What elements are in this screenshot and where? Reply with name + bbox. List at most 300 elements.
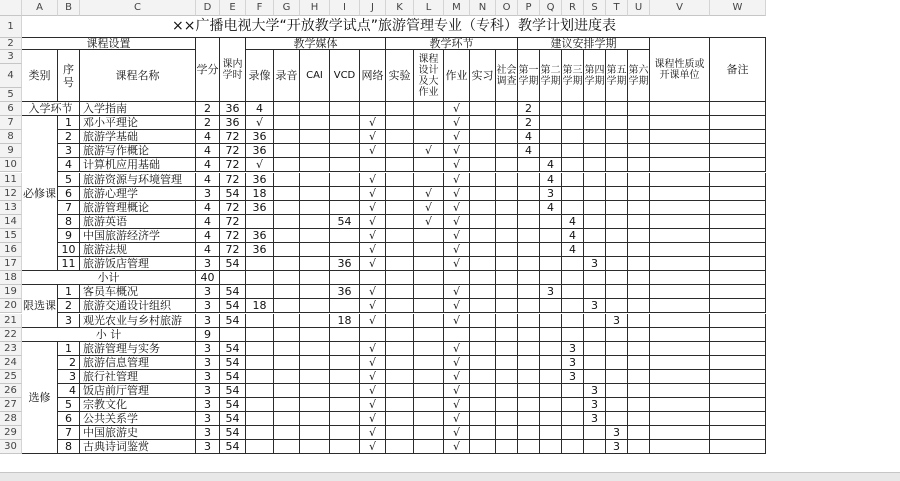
- term2-cell[interactable]: [540, 215, 562, 229]
- remark-cell[interactable]: [710, 144, 766, 158]
- seq-cell[interactable]: 5: [58, 398, 80, 412]
- audio-cell[interactable]: [274, 370, 300, 384]
- video-cell[interactable]: [246, 384, 274, 398]
- network-cell[interactable]: √: [360, 314, 386, 328]
- network-cell[interactable]: √: [360, 144, 386, 158]
- network-cell[interactable]: √: [360, 299, 386, 313]
- vcd-cell[interactable]: [330, 299, 360, 313]
- video-cell[interactable]: 18: [246, 299, 274, 313]
- term4-cell[interactable]: [584, 229, 606, 243]
- video-cell[interactable]: [246, 314, 274, 328]
- group-limited[interactable]: 限选课: [22, 285, 58, 327]
- network-cell[interactable]: √: [360, 201, 386, 215]
- seq-cell[interactable]: 2: [58, 356, 80, 370]
- term2-cell[interactable]: 3: [540, 187, 562, 201]
- vcd-cell[interactable]: [330, 412, 360, 426]
- term6-cell[interactable]: [628, 356, 650, 370]
- practice-cell[interactable]: [470, 285, 496, 299]
- term5-cell[interactable]: [606, 257, 628, 271]
- vcd-cell[interactable]: [330, 102, 360, 116]
- term3-cell[interactable]: [562, 384, 584, 398]
- seq-cell[interactable]: 7: [58, 201, 80, 215]
- homework-cell[interactable]: √: [444, 257, 470, 271]
- video-cell[interactable]: 18: [246, 187, 274, 201]
- design-cell[interactable]: [414, 102, 444, 116]
- term4-cell[interactable]: [584, 328, 606, 342]
- nature-cell[interactable]: [650, 384, 710, 398]
- term2-cell[interactable]: [540, 271, 562, 285]
- survey-cell[interactable]: [496, 116, 518, 130]
- hours-cell[interactable]: 54: [220, 342, 246, 356]
- audio-cell[interactable]: [274, 201, 300, 215]
- term3-cell[interactable]: [562, 116, 584, 130]
- remark-cell[interactable]: [710, 215, 766, 229]
- term5-cell[interactable]: [606, 398, 628, 412]
- design-cell[interactable]: [414, 243, 444, 257]
- credit-cell[interactable]: 3: [196, 314, 220, 328]
- term4-cell[interactable]: [584, 158, 606, 172]
- remark-cell[interactable]: [710, 328, 766, 342]
- survey-cell[interactable]: [496, 173, 518, 187]
- term4-cell[interactable]: 3: [584, 412, 606, 426]
- practice-cell[interactable]: [470, 144, 496, 158]
- audio-cell[interactable]: [274, 257, 300, 271]
- video-cell[interactable]: 4: [246, 102, 274, 116]
- term1-cell[interactable]: [518, 356, 540, 370]
- course-name-cell[interactable]: 客员车概况: [80, 285, 196, 299]
- audio-cell[interactable]: [274, 342, 300, 356]
- credit-cell[interactable]: 3: [196, 440, 220, 454]
- survey-cell[interactable]: [496, 271, 518, 285]
- term1-cell[interactable]: [518, 158, 540, 172]
- video-cell[interactable]: [246, 285, 274, 299]
- video-cell[interactable]: [246, 356, 274, 370]
- term1-cell[interactable]: [518, 271, 540, 285]
- remark-cell[interactable]: [710, 158, 766, 172]
- credit-cell[interactable]: 9: [196, 328, 220, 342]
- vcd-cell[interactable]: [330, 370, 360, 384]
- column-header-E[interactable]: E: [220, 0, 246, 16]
- cai-cell[interactable]: [300, 440, 330, 454]
- term3-cell[interactable]: [562, 328, 584, 342]
- vcd-cell[interactable]: [330, 328, 360, 342]
- remark-cell[interactable]: [710, 299, 766, 313]
- homework-cell[interactable]: √: [444, 173, 470, 187]
- vcd-cell[interactable]: [330, 144, 360, 158]
- row-header-14[interactable]: 14: [0, 215, 22, 229]
- header-nature[interactable]: 课程性质或开课单位: [650, 38, 710, 102]
- row-header-27[interactable]: 27: [0, 398, 22, 412]
- term4-cell[interactable]: [584, 285, 606, 299]
- term2-cell[interactable]: 4: [540, 201, 562, 215]
- column-header-W[interactable]: W: [710, 0, 766, 16]
- nature-cell[interactable]: [650, 426, 710, 440]
- term2-cell[interactable]: [540, 130, 562, 144]
- row-header-9[interactable]: 9: [0, 144, 22, 158]
- row-header-23[interactable]: 23: [0, 342, 22, 356]
- audio-cell[interactable]: [274, 187, 300, 201]
- homework-cell[interactable]: [444, 328, 470, 342]
- term4-cell[interactable]: [584, 342, 606, 356]
- term3-cell[interactable]: [562, 130, 584, 144]
- term6-cell[interactable]: [628, 243, 650, 257]
- term2-cell[interactable]: [540, 243, 562, 257]
- term5-cell[interactable]: [606, 370, 628, 384]
- term3-cell[interactable]: [562, 440, 584, 454]
- term2-cell[interactable]: [540, 299, 562, 313]
- header-practice[interactable]: 实习: [470, 50, 496, 102]
- remark-cell[interactable]: [710, 130, 766, 144]
- design-cell[interactable]: [414, 285, 444, 299]
- seq-cell[interactable]: 11: [58, 257, 80, 271]
- seq-cell[interactable]: 4: [58, 384, 80, 398]
- experiment-cell[interactable]: [386, 384, 414, 398]
- nature-cell[interactable]: [650, 271, 710, 285]
- network-cell[interactable]: √: [360, 187, 386, 201]
- survey-cell[interactable]: [496, 187, 518, 201]
- nature-cell[interactable]: [650, 144, 710, 158]
- nature-cell[interactable]: [650, 412, 710, 426]
- nature-cell[interactable]: [650, 398, 710, 412]
- nature-cell[interactable]: [650, 299, 710, 313]
- header-hours[interactable]: 课内学时: [220, 38, 246, 102]
- column-header-G[interactable]: G: [274, 0, 300, 16]
- audio-cell[interactable]: [274, 398, 300, 412]
- row-header-2[interactable]: 2: [0, 38, 22, 50]
- column-header-J[interactable]: J: [360, 0, 386, 16]
- row-header-12[interactable]: 12: [0, 187, 22, 201]
- network-cell[interactable]: √: [360, 257, 386, 271]
- audio-cell[interactable]: [274, 158, 300, 172]
- credit-cell[interactable]: 3: [196, 356, 220, 370]
- term5-cell[interactable]: [606, 299, 628, 313]
- course-name-cell[interactable]: 古典诗词鉴赏: [80, 440, 196, 454]
- cai-cell[interactable]: [300, 144, 330, 158]
- header-vcd[interactable]: VCD: [330, 50, 360, 102]
- term4-cell[interactable]: [584, 144, 606, 158]
- hours-cell[interactable]: 72: [220, 144, 246, 158]
- seq-cell[interactable]: 10: [58, 243, 80, 257]
- design-cell[interactable]: [414, 370, 444, 384]
- video-cell[interactable]: [246, 215, 274, 229]
- experiment-cell[interactable]: [386, 426, 414, 440]
- term6-cell[interactable]: [628, 116, 650, 130]
- term1-cell[interactable]: [518, 426, 540, 440]
- homework-cell[interactable]: √: [444, 384, 470, 398]
- video-cell[interactable]: [246, 271, 274, 285]
- credit-cell[interactable]: 3: [196, 370, 220, 384]
- term1-cell[interactable]: [518, 370, 540, 384]
- hours-cell[interactable]: 54: [220, 356, 246, 370]
- header-course-setting[interactable]: 课程设置: [22, 38, 196, 50]
- vcd-cell[interactable]: 54: [330, 215, 360, 229]
- term5-cell[interactable]: [606, 356, 628, 370]
- design-cell[interactable]: [414, 412, 444, 426]
- video-cell[interactable]: 36: [246, 243, 274, 257]
- practice-cell[interactable]: [470, 356, 496, 370]
- row-header-4[interactable]: 4: [0, 64, 22, 88]
- audio-cell[interactable]: [274, 440, 300, 454]
- term2-cell[interactable]: [540, 356, 562, 370]
- column-header-B[interactable]: B: [58, 0, 80, 16]
- vcd-cell[interactable]: [330, 187, 360, 201]
- course-name-cell[interactable]: 旅游英语: [80, 215, 196, 229]
- practice-cell[interactable]: [470, 426, 496, 440]
- row-header-13[interactable]: 13: [0, 201, 22, 215]
- video-cell[interactable]: [246, 426, 274, 440]
- column-header-H[interactable]: H: [300, 0, 330, 16]
- vcd-cell[interactable]: [330, 201, 360, 215]
- survey-cell[interactable]: [496, 243, 518, 257]
- hours-cell[interactable]: 72: [220, 158, 246, 172]
- nature-cell[interactable]: [650, 440, 710, 454]
- term2-cell[interactable]: [540, 116, 562, 130]
- header-survey[interactable]: 社会调查: [496, 50, 518, 102]
- nature-cell[interactable]: [650, 356, 710, 370]
- network-cell[interactable]: √: [360, 384, 386, 398]
- video-cell[interactable]: 36: [246, 173, 274, 187]
- video-cell[interactable]: 36: [246, 144, 274, 158]
- course-name-cell[interactable]: 旅游饭店管理: [80, 257, 196, 271]
- homework-cell[interactable]: √: [444, 285, 470, 299]
- video-cell[interactable]: [246, 440, 274, 454]
- term4-cell[interactable]: [584, 130, 606, 144]
- term1-cell[interactable]: [518, 314, 540, 328]
- nature-cell[interactable]: [650, 215, 710, 229]
- homework-cell[interactable]: √: [444, 215, 470, 229]
- course-name-cell[interactable]: 旅游资源与环境管理: [80, 173, 196, 187]
- term4-cell[interactable]: [584, 116, 606, 130]
- row-header-6[interactable]: 6: [0, 102, 22, 116]
- term3-cell[interactable]: 4: [562, 229, 584, 243]
- survey-cell[interactable]: [496, 426, 518, 440]
- course-name-cell[interactable]: 邓小平理论: [80, 116, 196, 130]
- remark-cell[interactable]: [710, 342, 766, 356]
- column-header-V[interactable]: V: [650, 0, 710, 16]
- vcd-cell[interactable]: [330, 116, 360, 130]
- term4-cell[interactable]: [584, 243, 606, 257]
- term1-cell[interactable]: [518, 173, 540, 187]
- experiment-cell[interactable]: [386, 102, 414, 116]
- audio-cell[interactable]: [274, 328, 300, 342]
- practice-cell[interactable]: [470, 173, 496, 187]
- term5-cell[interactable]: [606, 158, 628, 172]
- term4-cell[interactable]: 3: [584, 257, 606, 271]
- term4-cell[interactable]: 3: [584, 384, 606, 398]
- seq-cell[interactable]: 8: [58, 215, 80, 229]
- term5-cell[interactable]: [606, 285, 628, 299]
- hours-cell[interactable]: [220, 271, 246, 285]
- hours-cell[interactable]: 72: [220, 130, 246, 144]
- credit-cell[interactable]: 2: [196, 116, 220, 130]
- course-name-cell[interactable]: 旅游信息管理: [80, 356, 196, 370]
- nature-cell[interactable]: [650, 243, 710, 257]
- survey-cell[interactable]: [496, 130, 518, 144]
- term6-cell[interactable]: [628, 187, 650, 201]
- term6-cell[interactable]: [628, 201, 650, 215]
- credit-cell[interactable]: 3: [196, 384, 220, 398]
- course-name-cell[interactable]: 中国旅游经济学: [80, 229, 196, 243]
- practice-cell[interactable]: [470, 398, 496, 412]
- network-cell[interactable]: √: [360, 342, 386, 356]
- header-remark[interactable]: 备注: [710, 38, 766, 102]
- survey-cell[interactable]: [496, 102, 518, 116]
- audio-cell[interactable]: [274, 215, 300, 229]
- column-header-A[interactable]: A: [22, 0, 58, 16]
- row-header-3[interactable]: 3: [0, 50, 22, 64]
- term3-cell[interactable]: [562, 201, 584, 215]
- network-cell[interactable]: √: [360, 370, 386, 384]
- nature-cell[interactable]: [650, 116, 710, 130]
- hours-cell[interactable]: 72: [220, 215, 246, 229]
- nature-cell[interactable]: [650, 328, 710, 342]
- homework-cell[interactable]: √: [444, 201, 470, 215]
- practice-cell[interactable]: [470, 257, 496, 271]
- homework-cell[interactable]: √: [444, 187, 470, 201]
- network-cell[interactable]: √: [360, 412, 386, 426]
- survey-cell[interactable]: [496, 257, 518, 271]
- vcd-cell[interactable]: 36: [330, 257, 360, 271]
- experiment-cell[interactable]: [386, 173, 414, 187]
- term1-cell[interactable]: [518, 328, 540, 342]
- practice-cell[interactable]: [470, 299, 496, 313]
- term6-cell[interactable]: [628, 285, 650, 299]
- practice-cell[interactable]: [470, 102, 496, 116]
- design-cell[interactable]: [414, 173, 444, 187]
- hours-cell[interactable]: 54: [220, 370, 246, 384]
- credit-cell[interactable]: 3: [196, 342, 220, 356]
- header-credit[interactable]: 学分: [196, 38, 220, 102]
- experiment-cell[interactable]: [386, 116, 414, 130]
- term5-cell[interactable]: [606, 271, 628, 285]
- header-media[interactable]: 教学媒体: [246, 38, 386, 50]
- experiment-cell[interactable]: [386, 342, 414, 356]
- course-name-cell[interactable]: 观光农业与乡村旅游: [80, 314, 196, 328]
- term3-cell[interactable]: [562, 257, 584, 271]
- practice-cell[interactable]: [470, 328, 496, 342]
- term1-cell[interactable]: 4: [518, 144, 540, 158]
- vcd-cell[interactable]: [330, 243, 360, 257]
- term2-cell[interactable]: [540, 440, 562, 454]
- seq-cell[interactable]: 1: [58, 116, 80, 130]
- course-name-cell[interactable]: 旅游写作概论: [80, 144, 196, 158]
- column-header-C[interactable]: C: [80, 0, 196, 16]
- term3-cell[interactable]: 3: [562, 342, 584, 356]
- row-header-17[interactable]: 17: [0, 257, 22, 271]
- seq-cell[interactable]: 5: [58, 173, 80, 187]
- row-header-29[interactable]: 29: [0, 426, 22, 440]
- homework-cell[interactable]: √: [444, 130, 470, 144]
- row-header-21[interactable]: 21: [0, 314, 22, 328]
- experiment-cell[interactable]: [386, 285, 414, 299]
- hours-cell[interactable]: 54: [220, 257, 246, 271]
- practice-cell[interactable]: [470, 440, 496, 454]
- experiment-cell[interactable]: [386, 314, 414, 328]
- audio-cell[interactable]: [274, 130, 300, 144]
- cai-cell[interactable]: [300, 215, 330, 229]
- network-cell[interactable]: [360, 271, 386, 285]
- term4-cell[interactable]: [584, 356, 606, 370]
- network-cell[interactable]: √: [360, 426, 386, 440]
- survey-cell[interactable]: [496, 229, 518, 243]
- credit-cell[interactable]: 40: [196, 271, 220, 285]
- header-audio[interactable]: 录音: [274, 50, 300, 102]
- header-term5[interactable]: 第五学期: [606, 50, 628, 102]
- audio-cell[interactable]: [274, 299, 300, 313]
- term1-cell[interactable]: [518, 229, 540, 243]
- survey-cell[interactable]: [496, 384, 518, 398]
- credit-cell[interactable]: 3: [196, 398, 220, 412]
- course-name-cell[interactable]: 宗教文化: [80, 398, 196, 412]
- remark-cell[interactable]: [710, 398, 766, 412]
- hours-cell[interactable]: 54: [220, 426, 246, 440]
- term1-cell[interactable]: [518, 440, 540, 454]
- term6-cell[interactable]: [628, 398, 650, 412]
- credit-cell[interactable]: 3: [196, 412, 220, 426]
- header-term4[interactable]: 第四学期: [584, 50, 606, 102]
- nature-cell[interactable]: [650, 130, 710, 144]
- column-header-D[interactable]: D: [196, 0, 220, 16]
- remark-cell[interactable]: [710, 384, 766, 398]
- term3-cell[interactable]: [562, 173, 584, 187]
- survey-cell[interactable]: [496, 328, 518, 342]
- group-intro[interactable]: 入学环节: [22, 102, 80, 116]
- design-cell[interactable]: [414, 314, 444, 328]
- seq-cell[interactable]: 6: [58, 187, 80, 201]
- course-name-cell[interactable]: 入学指南: [80, 102, 196, 116]
- video-cell[interactable]: √: [246, 158, 274, 172]
- video-cell[interactable]: [246, 412, 274, 426]
- term2-cell[interactable]: [540, 342, 562, 356]
- experiment-cell[interactable]: [386, 356, 414, 370]
- row-header-11[interactable]: 11: [0, 173, 22, 187]
- row-header-7[interactable]: 7: [0, 116, 22, 130]
- seq-cell[interactable]: 8: [58, 440, 80, 454]
- column-header-L[interactable]: L: [414, 0, 444, 16]
- hours-cell[interactable]: 72: [220, 173, 246, 187]
- subtotal-required-label[interactable]: 小计: [22, 271, 196, 285]
- column-header-O[interactable]: O: [496, 0, 518, 16]
- remark-cell[interactable]: [710, 173, 766, 187]
- header-experiment[interactable]: 实验: [386, 50, 414, 102]
- vcd-cell[interactable]: 18: [330, 314, 360, 328]
- term6-cell[interactable]: [628, 342, 650, 356]
- remark-cell[interactable]: [710, 271, 766, 285]
- survey-cell[interactable]: [496, 158, 518, 172]
- experiment-cell[interactable]: [386, 144, 414, 158]
- seq-cell[interactable]: 2: [58, 299, 80, 313]
- credit-cell[interactable]: 4: [196, 229, 220, 243]
- course-name-cell[interactable]: 中国旅游史: [80, 426, 196, 440]
- experiment-cell[interactable]: [386, 370, 414, 384]
- column-header-R[interactable]: R: [562, 0, 584, 16]
- credit-cell[interactable]: 4: [196, 201, 220, 215]
- term5-cell[interactable]: [606, 243, 628, 257]
- experiment-cell[interactable]: [386, 158, 414, 172]
- cai-cell[interactable]: [300, 398, 330, 412]
- sheet-title[interactable]: ××广播电视大学“开放教学试点”旅游管理专业（专科）教学计划进度表: [22, 16, 766, 38]
- experiment-cell[interactable]: [386, 201, 414, 215]
- design-cell[interactable]: [414, 229, 444, 243]
- cai-cell[interactable]: [300, 328, 330, 342]
- term1-cell[interactable]: 2: [518, 116, 540, 130]
- term6-cell[interactable]: [628, 130, 650, 144]
- term6-cell[interactable]: [628, 314, 650, 328]
- homework-cell[interactable]: √: [444, 412, 470, 426]
- course-name-cell[interactable]: 旅游管理概论: [80, 201, 196, 215]
- practice-cell[interactable]: [470, 412, 496, 426]
- network-cell[interactable]: √: [360, 285, 386, 299]
